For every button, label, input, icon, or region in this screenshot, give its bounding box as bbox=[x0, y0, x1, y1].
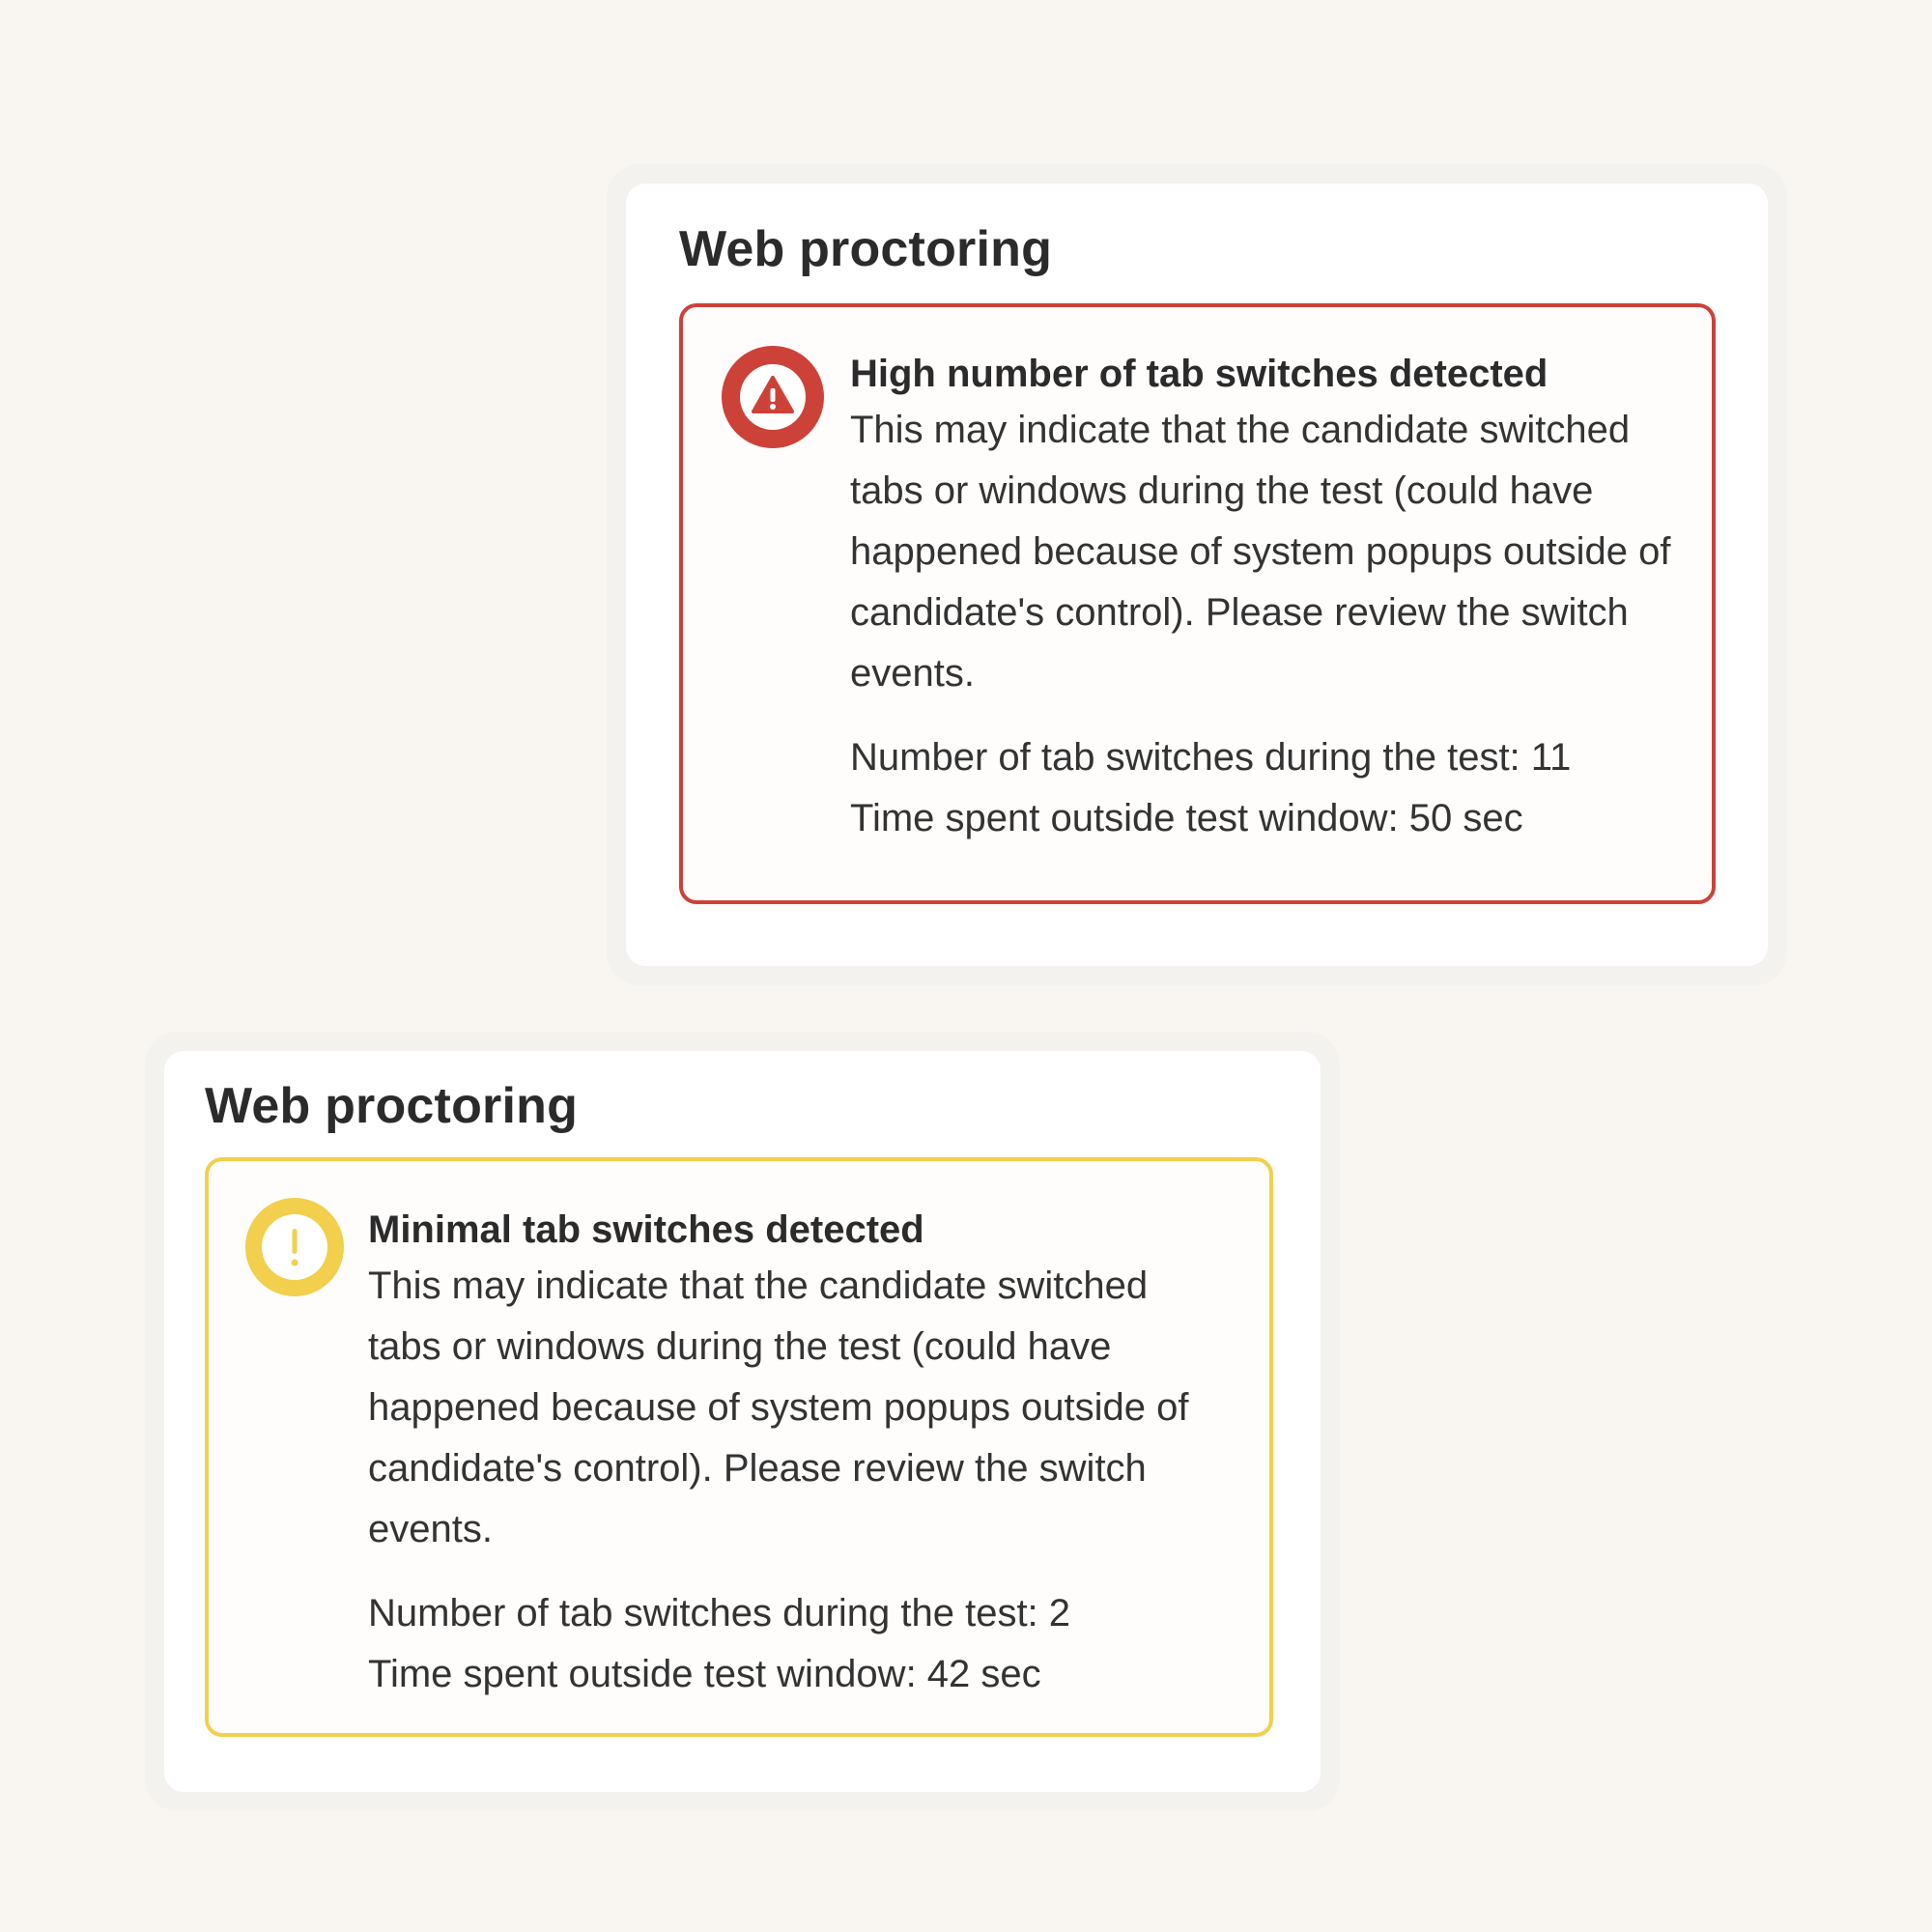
proctoring-card-high-frame bbox=[607, 164, 1787, 985]
alert-description: This may indicate that the candidate switched tabs or windows during the test (could have happened because of system popups outside of candidate's control). Please review the switch events. bbox=[850, 409, 1671, 695]
time-outside-window: Time spent outside test window: 50 sec bbox=[850, 797, 1523, 839]
alert-heading: High number of tab switches detected bbox=[850, 353, 1548, 395]
proctoring-card-minimal-frame bbox=[145, 1032, 1340, 1811]
alert-heading: Minimal tab switches detected bbox=[368, 1208, 924, 1251]
alert-stats bbox=[850, 727, 1681, 849]
warning-triangle-icon bbox=[722, 346, 824, 448]
alert-body bbox=[850, 348, 1681, 849]
time-outside-window: Time spent outside test window: 42 sec bbox=[368, 1653, 1041, 1695]
proctoring-card-minimal bbox=[164, 1051, 1321, 1792]
exclamation-circle-icon bbox=[245, 1198, 344, 1296]
proctoring-card-high bbox=[626, 184, 1768, 966]
card-title: Web proctoring bbox=[205, 1078, 579, 1134]
card-title: Web proctoring bbox=[679, 221, 1053, 277]
alert-high-tab-switches bbox=[679, 303, 1716, 904]
alert-body bbox=[368, 1204, 1228, 1705]
tab-switches-count: Number of tab switches during the test: 2 bbox=[368, 1592, 1071, 1634]
tab-switches-count: Number of tab switches during the test: 11 bbox=[850, 736, 1572, 779]
alert-description: This may indicate that the candidate switched tabs or windows during the test (could have happened because of system popups outside of candidate's control). Please review the switch events. bbox=[368, 1264, 1189, 1550]
alert-minimal-tab-switches bbox=[205, 1157, 1273, 1737]
alert-stats bbox=[368, 1583, 1228, 1705]
